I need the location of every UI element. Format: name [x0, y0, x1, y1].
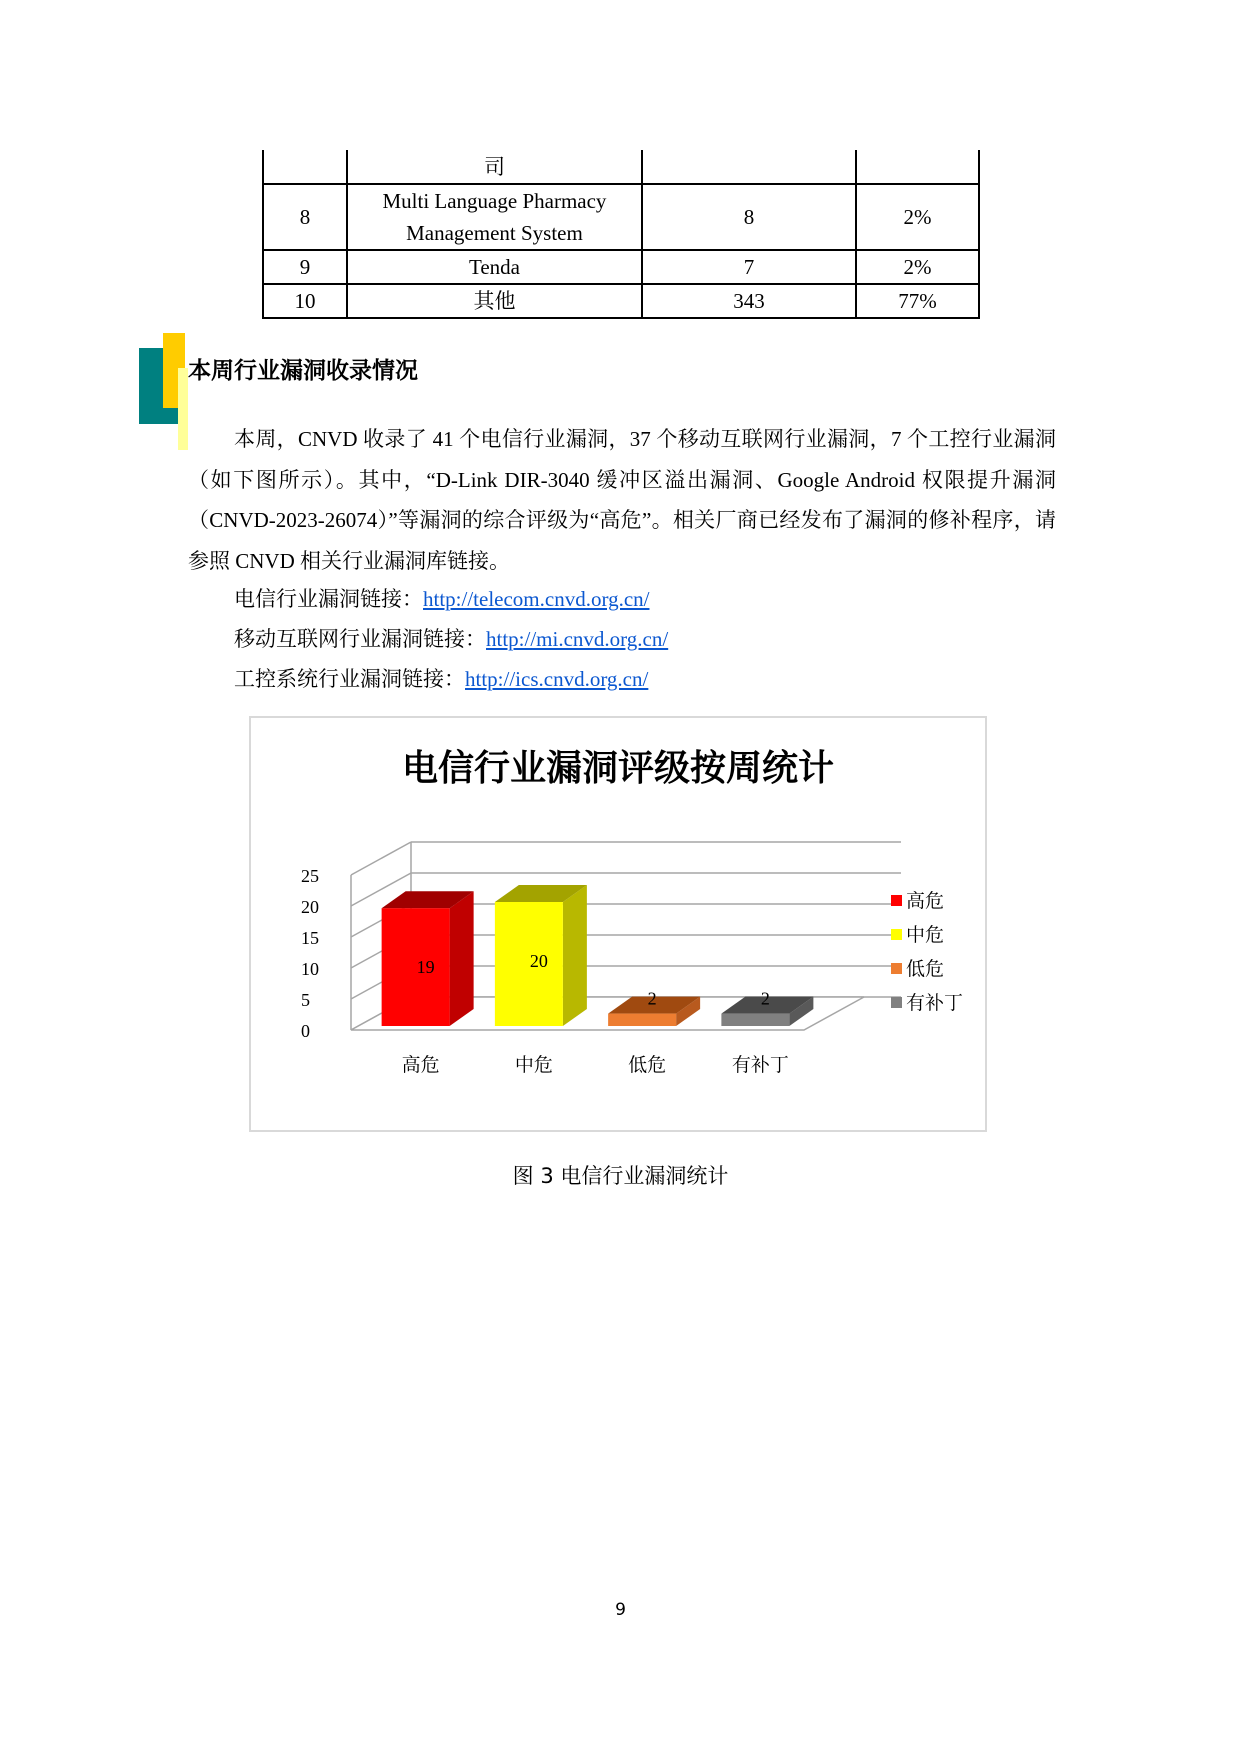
bar — [495, 902, 563, 1026]
figure-caption: 图 3 电信行业漏洞统计 — [512, 1164, 729, 1188]
chart-title: 电信行业漏洞评级按周统计 — [401, 748, 834, 789]
bar-side — [563, 885, 587, 1026]
link-label: 移动互联网行业漏洞链接： — [234, 627, 486, 651]
chart-container — [249, 716, 987, 1132]
link-line-ics — [234, 663, 648, 693]
vendor-table — [262, 150, 980, 319]
count-cell: 8 — [642, 184, 856, 250]
data-label: 2 — [647, 988, 657, 1009]
page-number: 9 — [615, 1600, 626, 1620]
data-label: 19 — [416, 957, 435, 978]
pct-cell: 2% — [856, 250, 979, 284]
x-tick-label: 低危 — [628, 1054, 667, 1076]
table-row — [263, 150, 979, 184]
bar-chart — [251, 718, 989, 1134]
y-tick-label: 20 — [301, 897, 319, 917]
telecom-link[interactable]: http://telecom.cnvd.org.cn/ — [423, 587, 650, 611]
y-tick-label: 0 — [301, 1021, 310, 1041]
pct-cell: 77% — [856, 284, 979, 318]
name-cell: 司 — [347, 150, 642, 184]
name-cell: Tenda — [347, 250, 642, 284]
x-tick-label: 有补丁 — [731, 1054, 789, 1076]
pct-cell — [856, 150, 979, 184]
pct-cell: 2% — [856, 184, 979, 250]
rank-cell: 8 — [263, 184, 347, 250]
table-row — [263, 184, 979, 250]
y-tick-label: 10 — [301, 959, 319, 979]
x-tick-label: 高危 — [401, 1054, 440, 1076]
bar — [608, 1014, 676, 1026]
count-cell: 343 — [642, 284, 856, 318]
data-label: 20 — [529, 951, 548, 971]
ics-link[interactable]: http://ics.cnvd.org.cn/ — [465, 667, 649, 691]
name-cell: Multi Language Pharmacy Management System — [347, 184, 642, 250]
table-row — [263, 284, 979, 318]
legend-swatch — [891, 997, 902, 1008]
rank-cell: 10 — [263, 284, 347, 318]
rank-cell — [263, 150, 347, 184]
link-label: 工控系统行业漏洞链接： — [234, 667, 465, 691]
legend-label: 低危 — [906, 958, 945, 980]
x-tick-label: 中危 — [514, 1054, 553, 1076]
legend-swatch — [891, 963, 902, 974]
rank-cell: 9 — [263, 250, 347, 284]
y-tick-label: 25 — [301, 866, 319, 886]
table-row — [263, 250, 979, 284]
gridline-wall — [351, 842, 411, 875]
y-tick-label: 15 — [301, 928, 319, 948]
body-paragraph: 本周，CNVD 收录了 41 个电信行业漏洞，37 个移动互联网行业漏洞，7 个工控行业漏洞（如下图所示）。其中，“D-Link DIR-3040 缓冲区溢出漏洞、Google Android 权限提升漏洞（CNVD-2023-26074）”等漏洞的综合评级为“高危”。相关厂商已经发布了漏洞的修补程序，请参照 CNVD 相关行业漏洞库链接。 — [188, 427, 1056, 573]
heading-decoration-pale — [178, 368, 188, 450]
legend-swatch — [891, 929, 902, 940]
bar — [382, 908, 450, 1026]
data-label: 2 — [760, 988, 770, 1009]
count-cell — [642, 150, 856, 184]
legend-swatch — [891, 895, 902, 906]
link-line-mobile — [234, 623, 668, 653]
y-tick-label: 5 — [301, 990, 310, 1010]
name-cell: 其他 — [347, 284, 642, 318]
bar — [721, 1014, 789, 1026]
mobile-internet-link[interactable]: http://mi.cnvd.org.cn/ — [486, 627, 669, 651]
count-cell: 7 — [642, 250, 856, 284]
link-line-telecom — [234, 583, 649, 613]
bar-side — [450, 891, 474, 1026]
legend-label: 高危 — [906, 890, 945, 912]
section-heading: 本周行业漏洞收录情况 — [188, 358, 418, 384]
legend-label: 有补丁 — [906, 992, 964, 1014]
link-label: 电信行业漏洞链接： — [234, 587, 423, 611]
legend-label: 中危 — [906, 924, 945, 946]
